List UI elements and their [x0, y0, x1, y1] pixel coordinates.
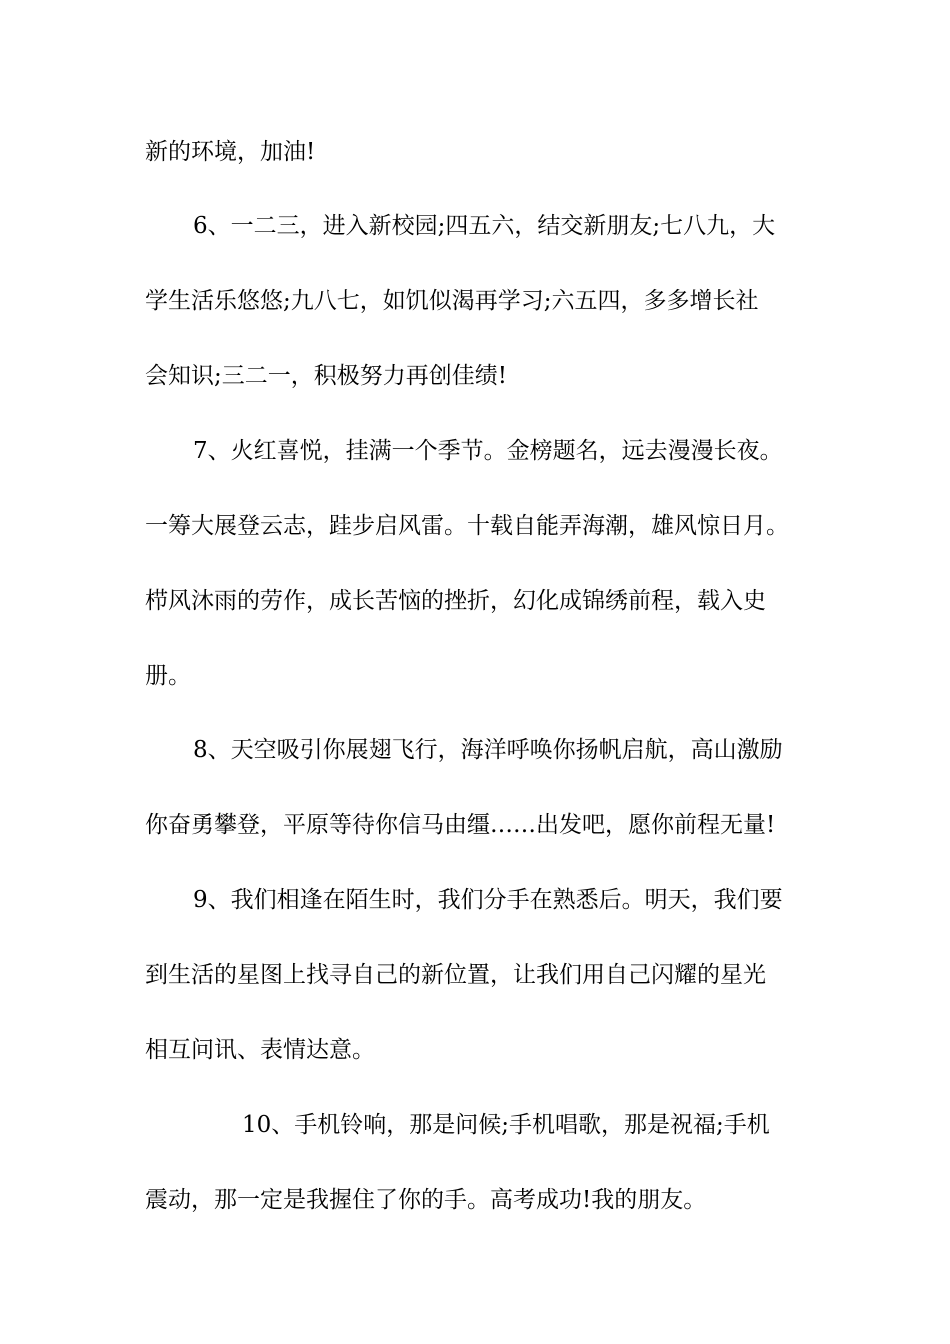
text-line: 到生活的星图上找寻自己的新位置，让我们用自己闪耀的星光 [145, 962, 766, 988]
text-line: 册。 [145, 663, 191, 689]
text-line: 一筹大展登云志，跬步启风雷。十载自能弄海潮，雄风惊日月。 [145, 513, 789, 539]
text-line: 7、火红喜悦，挂满一个季节。金榜题名，远去漫漫长夜。 [193, 438, 783, 464]
text-line: 你奋勇攀登，平原等待你信马由缰……出发吧，愿你前程无量! [145, 812, 776, 838]
text-line: 新的环境，加油! [145, 139, 316, 165]
text-line: 9、我们相逢在陌生时，我们分手在熟悉后。明天，我们要 [193, 887, 783, 913]
text-line: 6、一二三，进入新校园;四五六，结交新朋友;七八九，大 [193, 213, 776, 239]
text-line: 栉风沐雨的劳作，成长苦恼的挫折，幻化成锦绣前程，载入史 [145, 588, 766, 614]
text-line: 相互问讯、表情达意。 [145, 1037, 375, 1063]
text-line: 震动，那一定是我握住了你的手。高考成功!我的朋友。 [145, 1187, 707, 1213]
text-line: 8、天空吸引你展翅飞行，海洋呼唤你扬帆启航，高山激励 [193, 737, 783, 763]
text-line: 学生活乐悠悠;九八七，如饥似渴再学习;六五四，多多增长社 [145, 288, 759, 314]
text-line: 会知识;三二一，积极努力再创佳绩! [145, 363, 507, 389]
text-line: 10、手机铃响，那是问候;手机唱歌，那是祝福;手机 [242, 1112, 770, 1138]
